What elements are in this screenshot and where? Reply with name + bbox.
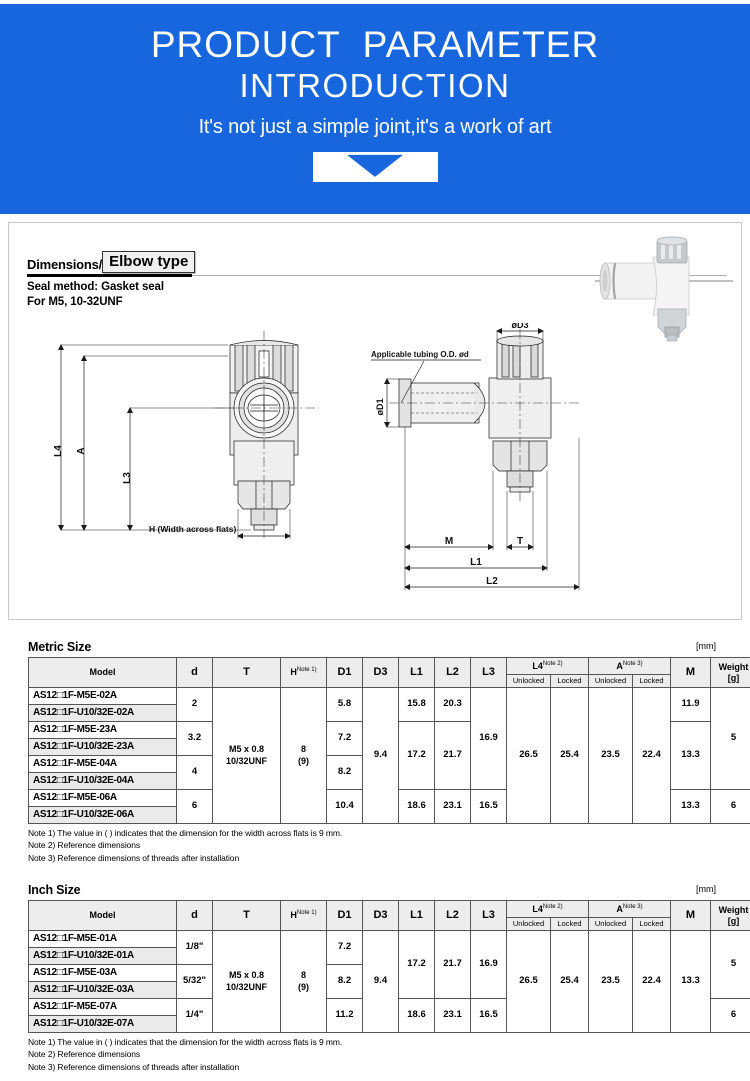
banner-subtitle: It's not just a simple joint,it's a work of art bbox=[198, 116, 552, 139]
d-cell: 1/8" bbox=[177, 931, 213, 965]
L1-cell: 18.6 bbox=[399, 999, 435, 1033]
table-row bbox=[29, 688, 750, 705]
label-A: A bbox=[76, 447, 87, 455]
col-L1: L1 bbox=[399, 658, 435, 688]
metric-unit-label: [mm] bbox=[696, 641, 716, 651]
col-D1: D1 bbox=[327, 658, 363, 688]
model-cell: AS12□1F-U10/32E-01A bbox=[29, 948, 177, 965]
label-H: H (Width across flats) bbox=[149, 524, 237, 534]
D1-cell: 7.2 bbox=[327, 722, 363, 756]
col-T: T bbox=[213, 658, 281, 688]
col-M: M bbox=[671, 658, 711, 688]
dimensions-panel bbox=[8, 222, 742, 620]
T-cell: M5 x 0.8 10/32UNF bbox=[213, 688, 281, 824]
elbow-type-tag: Elbow type bbox=[102, 251, 195, 273]
weight-cell: 5 bbox=[711, 688, 750, 790]
banner-title-line1: PRODUCT PARAMETER bbox=[150, 24, 600, 65]
note-1: Note 1) The value in ( ) indicates that the dimension for the width across flats is 9 mm. bbox=[28, 1037, 343, 1047]
col-L2: L2 bbox=[435, 658, 471, 688]
model-cell: AS12□1F-U10/32E-07A bbox=[29, 1016, 177, 1033]
M-cell: 13.3 bbox=[671, 931, 711, 1033]
L4-locked-cell: 25.4 bbox=[551, 931, 589, 1033]
model-cell: AS12□1F-M5E-03A bbox=[29, 965, 177, 982]
col-A-group: A$^{Note 3)}$ bbox=[589, 901, 671, 918]
page-banner bbox=[0, 4, 750, 214]
label-L3: L3 bbox=[122, 472, 133, 484]
col-L4-locked: Locked bbox=[551, 674, 589, 687]
model-cell: AS12□1F-U10/32E-23A bbox=[29, 739, 177, 756]
d-cell: 1/4" bbox=[177, 999, 213, 1033]
label-tubing: Applicable tubing O.D. ød bbox=[371, 350, 469, 359]
L4-locked-cell: 25.4 bbox=[551, 688, 589, 824]
D3-cell: 9.4 bbox=[363, 931, 399, 1033]
label-L2: L2 bbox=[486, 576, 498, 587]
L1-cell: 18.6 bbox=[399, 790, 435, 824]
col-L4-unlocked: Unlocked bbox=[507, 674, 551, 687]
A-locked-cell: 22.4 bbox=[633, 931, 671, 1033]
L3-cell: 16.5 bbox=[471, 790, 507, 824]
col-weight: Weight [g] bbox=[711, 658, 750, 688]
col-L3: L3 bbox=[471, 901, 507, 931]
note-2: Note 2) Reference dimensions bbox=[28, 840, 141, 851]
model-cell: AS12□1F-M5E-23A bbox=[29, 722, 177, 739]
A-locked-cell: 22.4 bbox=[633, 688, 671, 824]
col-L4-group: L4$^{Note 2)}$ bbox=[507, 901, 589, 918]
M-cell: 13.3 bbox=[671, 722, 711, 790]
note-2: Note 2) Reference dimensions bbox=[28, 1049, 141, 1060]
model-cell: AS12□1F-U10/32E-04A bbox=[29, 773, 177, 790]
col-A-unlocked: Unlocked bbox=[589, 917, 633, 930]
dimensions-heading bbox=[27, 251, 195, 274]
d-cell: 3.2 bbox=[177, 722, 213, 756]
L3-cell: 16.5 bbox=[471, 999, 507, 1033]
D1-cell: 7.2 bbox=[327, 931, 363, 965]
col-M: M bbox=[671, 901, 711, 931]
table-row bbox=[29, 931, 750, 948]
A-unlocked-cell: 23.5 bbox=[589, 688, 633, 824]
chevron-down-icon bbox=[313, 152, 438, 182]
col-A-locked: Locked bbox=[633, 917, 671, 930]
D1-cell: 8.2 bbox=[327, 756, 363, 790]
col-D3: D3 bbox=[363, 658, 399, 688]
col-model: Model bbox=[29, 658, 177, 688]
col-d: d bbox=[177, 658, 213, 688]
col-A-unlocked: Unlocked bbox=[589, 674, 633, 687]
D1-cell: 5.8 bbox=[327, 688, 363, 722]
col-A-locked: Locked bbox=[633, 674, 671, 687]
d-cell: 2 bbox=[177, 688, 213, 722]
col-L1: L1 bbox=[399, 901, 435, 931]
T-cell: M5 x 0.8 10/32UNF bbox=[213, 931, 281, 1033]
L2-cell: 21.7 bbox=[435, 722, 471, 790]
model-cell: AS12□1F-M5E-01A bbox=[29, 931, 177, 948]
weight-cell: 5 bbox=[711, 931, 750, 999]
model-cell: AS12□1F-M5E-07A bbox=[29, 999, 177, 1016]
L4-unlocked-cell: 26.5 bbox=[507, 931, 551, 1033]
L1-cell: 17.2 bbox=[399, 931, 435, 999]
D1-cell: 10.4 bbox=[327, 790, 363, 824]
col-T: T bbox=[213, 901, 281, 931]
inch-size-section bbox=[28, 883, 749, 1073]
L3-cell: 16.9 bbox=[471, 931, 507, 999]
label-M: M bbox=[444, 536, 454, 547]
note-1: Note 1) The value in ( ) indicates that the dimension for the width across flats is 9 mm. bbox=[28, 828, 343, 838]
L1-cell: 17.2 bbox=[399, 722, 435, 790]
model-cell: AS12□1F-U10/32E-06A bbox=[29, 807, 177, 824]
col-model: Model bbox=[29, 901, 177, 931]
technical-drawing bbox=[19, 323, 735, 613]
M-cell: 11.9 bbox=[671, 688, 711, 722]
A-unlocked-cell: 23.5 bbox=[589, 931, 633, 1033]
weight-cell: 6 bbox=[711, 790, 750, 824]
metric-size-section bbox=[28, 640, 749, 864]
model-cell: AS12□1F-U10/32E-02A bbox=[29, 705, 177, 722]
dimensions-label: Dimensions/ bbox=[27, 257, 103, 272]
d-cell: 5/32" bbox=[177, 965, 213, 999]
M-cell: 13.3 bbox=[671, 790, 711, 824]
note-3: Note 3) Reference dimensions of threads after installation bbox=[28, 852, 240, 863]
col-D3: D3 bbox=[363, 901, 399, 931]
L2-cell: 21.7 bbox=[435, 931, 471, 999]
model-cell: AS12□1F-M5E-04A bbox=[29, 756, 177, 773]
metric-notes bbox=[28, 827, 716, 864]
label-L4: L4 bbox=[53, 445, 64, 457]
model-cell: AS12□1F-M5E-06A bbox=[29, 790, 177, 807]
heading-divider-accent bbox=[27, 274, 192, 277]
L1-cell: 15.8 bbox=[399, 688, 435, 722]
col-L3: L3 bbox=[471, 658, 507, 688]
model-cell: AS12□1F-U10/32E-03A bbox=[29, 982, 177, 999]
seal-method-text: Seal method: Gasket seal bbox=[27, 281, 164, 293]
col-D1: D1 bbox=[327, 901, 363, 931]
d-cell: 6 bbox=[177, 790, 213, 824]
col-L4-locked: Locked bbox=[551, 917, 589, 930]
inch-size-table bbox=[28, 900, 750, 1033]
note-3: Note 3) Reference dimensions of threads after installation bbox=[28, 1061, 240, 1072]
label-L1: L1 bbox=[470, 557, 482, 568]
label-D3: øD3 bbox=[511, 323, 529, 330]
col-d: d bbox=[177, 901, 213, 931]
H-cell: 8 (9) bbox=[281, 931, 327, 1033]
inch-notes bbox=[28, 1036, 716, 1073]
inch-table-title: Inch Size bbox=[28, 883, 81, 897]
thread-spec-text: For M5, 10-32UNF bbox=[27, 296, 123, 308]
D1-cell: 11.2 bbox=[327, 999, 363, 1033]
inch-unit-label: [mm] bbox=[696, 884, 716, 894]
L2-cell: 23.1 bbox=[435, 790, 471, 824]
label-D1: øD1 bbox=[375, 398, 385, 416]
metric-table-title: Metric Size bbox=[28, 640, 92, 654]
L4-unlocked-cell: 26.5 bbox=[507, 688, 551, 824]
col-H: H$^{Note 1)}$ bbox=[281, 658, 327, 688]
col-L4-group: L4$^{Note 2)}$ bbox=[507, 658, 589, 675]
label-T: T bbox=[516, 536, 524, 547]
col-H: H$^{Note 1)}$ bbox=[281, 901, 327, 931]
weight-cell: 6 bbox=[711, 999, 750, 1033]
H-cell: 8 (9) bbox=[281, 688, 327, 824]
banner-title-line2: INTRODUCTION bbox=[239, 66, 511, 104]
col-A-group: A$^{Note 3)}$ bbox=[589, 658, 671, 675]
L2-cell: 20.3 bbox=[435, 688, 471, 722]
D1-cell: 8.2 bbox=[327, 965, 363, 999]
L3-cell: 16.9 bbox=[471, 688, 507, 790]
col-weight: Weight [g] bbox=[711, 901, 750, 931]
d-cell: 4 bbox=[177, 756, 213, 790]
D3-cell: 9.4 bbox=[363, 688, 399, 824]
L2-cell: 23.1 bbox=[435, 999, 471, 1033]
model-cell: AS12□1F-M5E-02A bbox=[29, 688, 177, 705]
col-L2: L2 bbox=[435, 901, 471, 931]
col-L4-unlocked: Unlocked bbox=[507, 917, 551, 930]
metric-size-table bbox=[28, 657, 750, 824]
